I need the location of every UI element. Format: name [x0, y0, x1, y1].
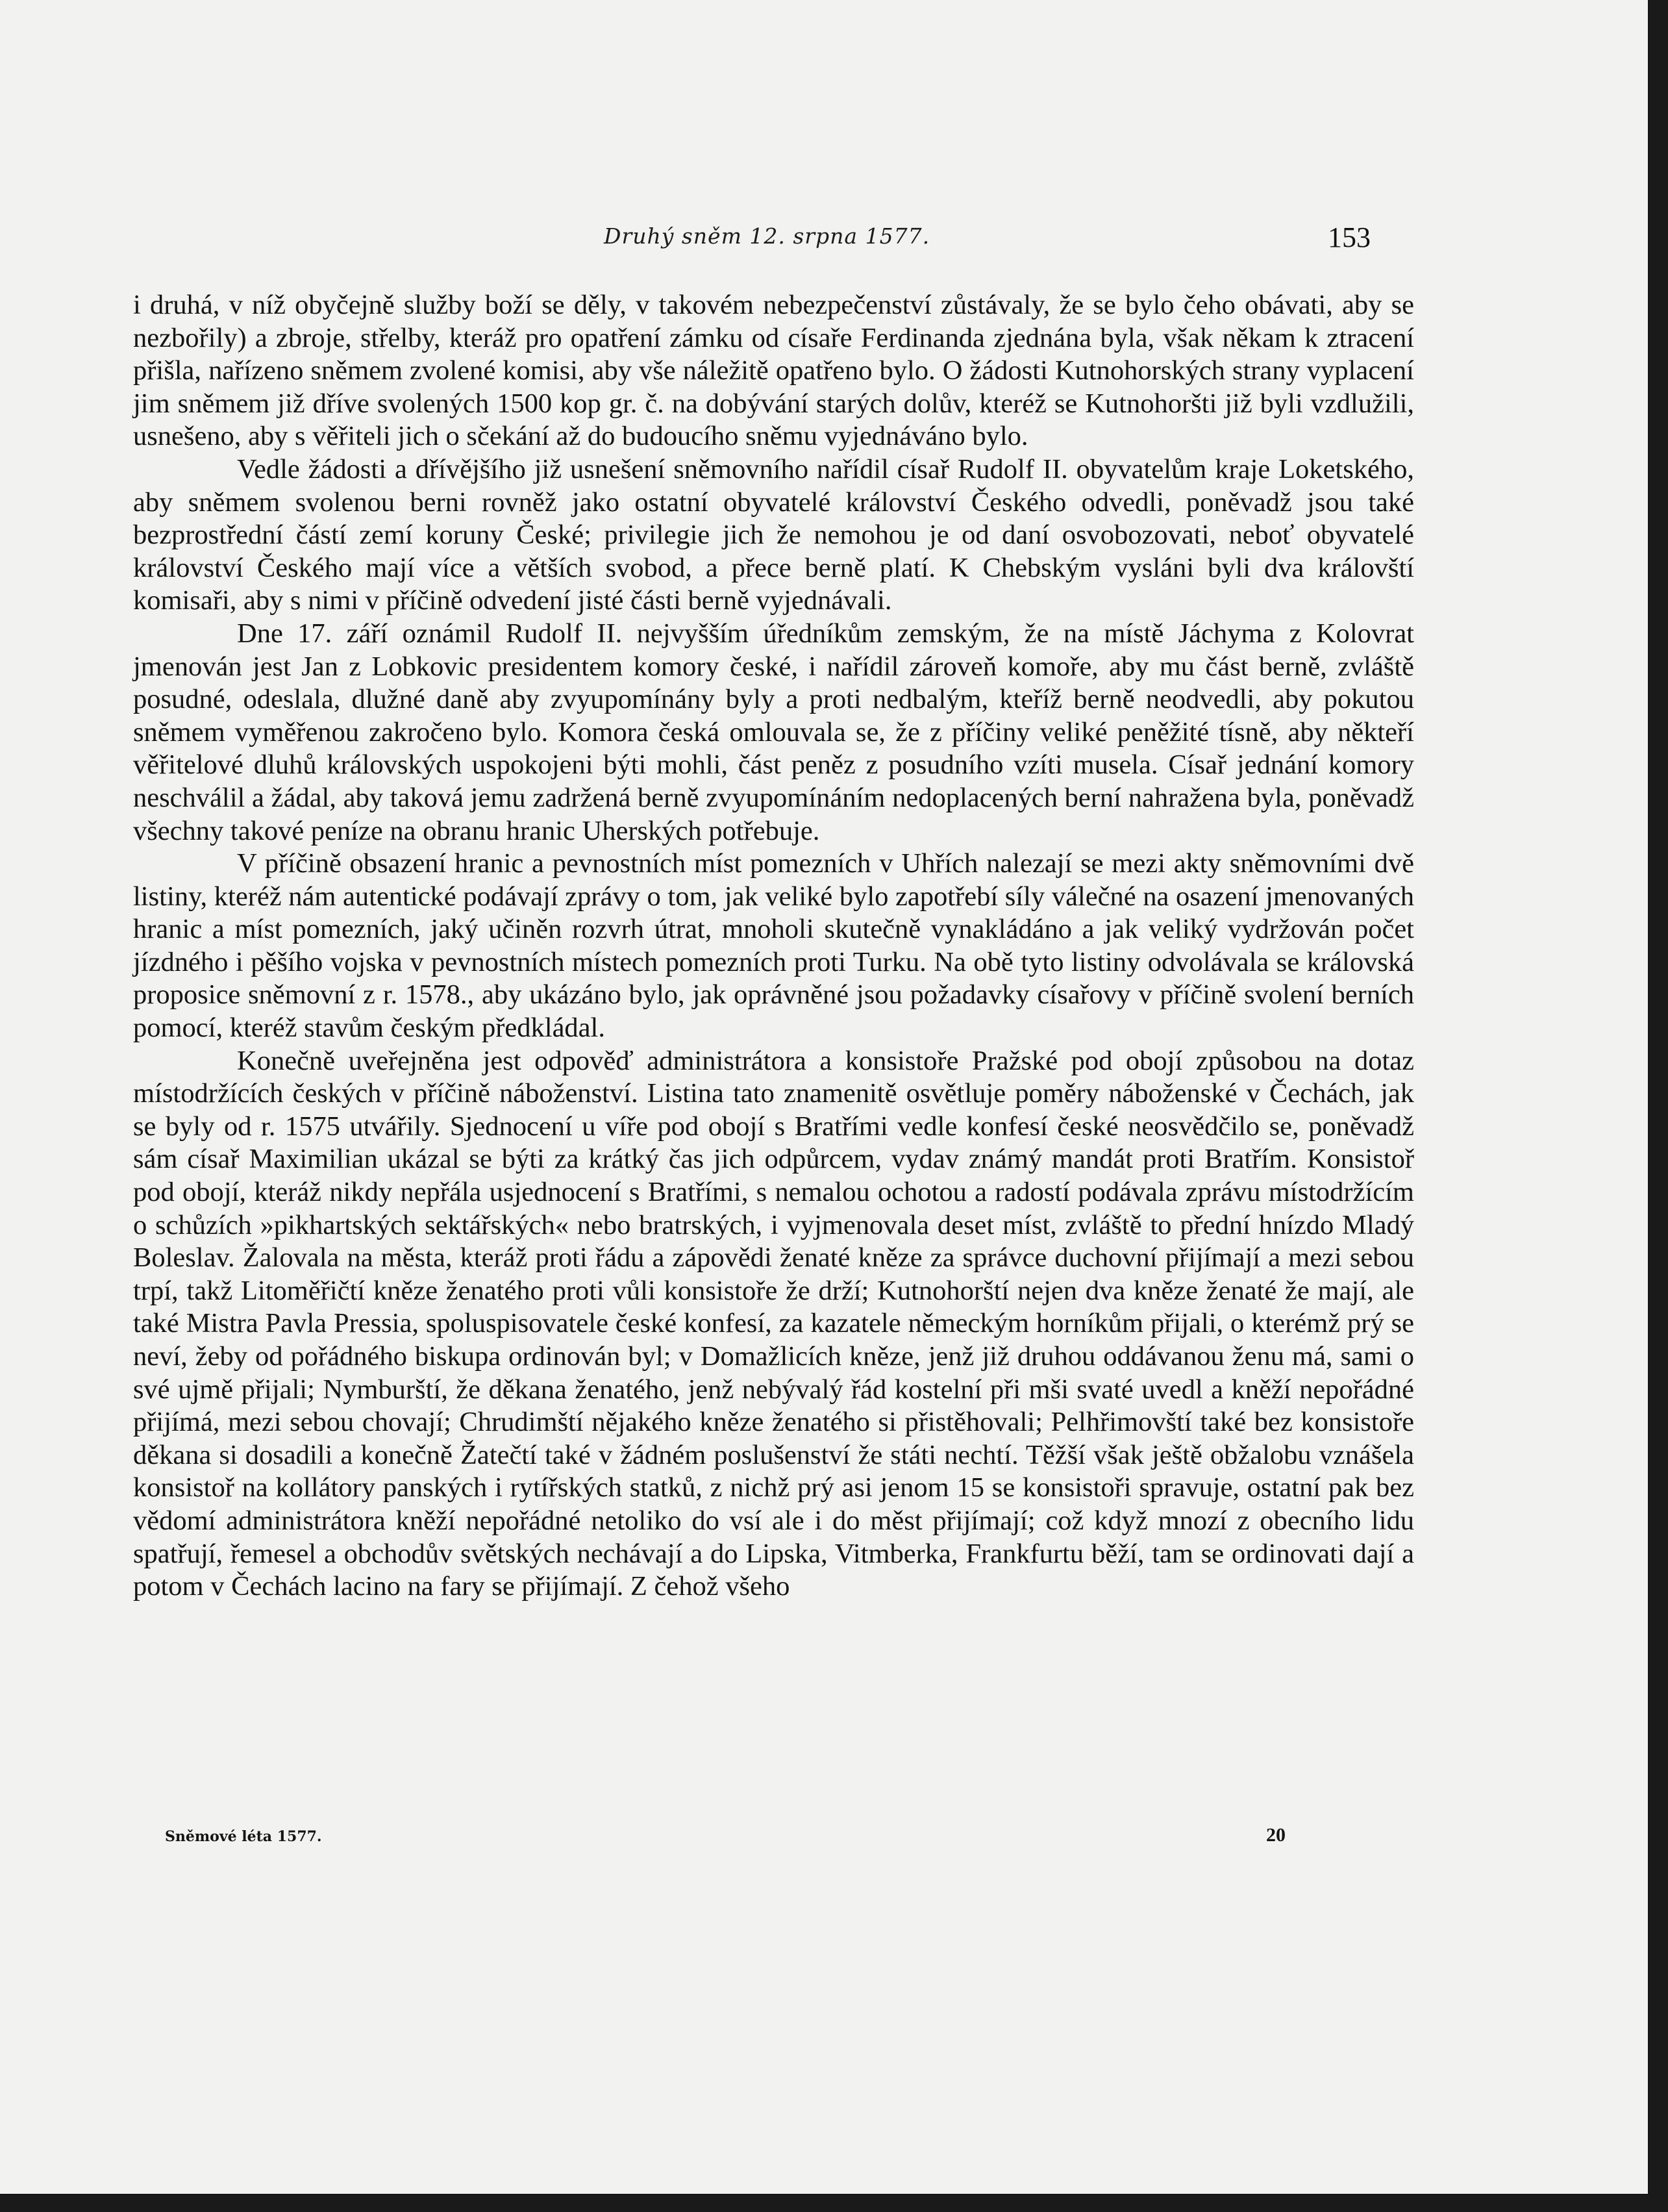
body-text: [133, 289, 1414, 1603]
signature-mark: Sněmové léta 1577.: [165, 1828, 322, 1845]
page-number: 153: [1328, 221, 1371, 253]
page-header: [0, 217, 1648, 256]
paragraph: Dne 17. září oznámil Rudolf II. nejvyšším úředníkům zemským, že na místě Jáchyma z Kolovrat jmenován jest Jan z Lobkovic presidentem komory české, i nařídil zároveň komoře, aby mu část berně, zvláště posudné, odeslala, dlužné daně aby zvyupomínány byly a proti nedbalým, kteříž berně neodvedli, aby pokutou sněmem vyměřenou zakročeno bylo. Komora česká omlouvala se, že z příčiny veliké peněžité tísně, aby někteří věřitelové dluhů královských uspokojeni býti mohli, část peněz z posudního vzíti musela. Císař jednání komory neschválil a žádal, aby taková jemu zadržená berně zvyupomínáním nedoplacených berní nahražena byla, poněvadž všechny takové peníze na obranu hranic Uherských potřebuje.: [133, 618, 1414, 846]
paragraph: V příčině obsazení hranic a pevnostních míst pomezních v Uhřích nalezají se mezi akty sněmovními dvě listiny, kteréž nám autentické podávají zprávy o tom, jak veliké bylo zapotřebí síly válečné na osazení jmenovaných hranic a míst pomezních, jaký učiněn rozvrh útrat, mnoholi skutečně vynakládáno a jak veliký vydržován počet jízdného i pěšího vojska v pevnostních místech pomezních proti Turku. Na obě tyto listiny odvolávala se královská proposice sněmovní z r. 1578., aby ukázáno bylo, jak oprávněné jsou požadavky císařovy v příčině svolení berních pomocí, kteréž stavům českým předkládal.: [133, 848, 1414, 1044]
sheet-number: 20: [1266, 1824, 1286, 1846]
paragraph: Vedle žádosti a dřívějšího již usnešení sněmovního nařídil císař Rudolf II. obyvatelům kraje Loketského, aby sněmem svolenou berni rovněž jako ostatní obyvatelé království Českého odvedli, poněvadž jsou také bezprostřední částí zemí koruny České; privilegie jich že nemohou je od daní osvobozovati, neboť obyvatelé království Českého mají více a větších svobod, a přece berně platí. K Chebským vysláni byli dva královští komisaři, aby s nimi v příčině odvedení jisté části berně vyjednávali.: [133, 453, 1414, 616]
running-head: Druhý sněm 12. srpna 1577.: [604, 223, 930, 249]
paragraph: i druhá, v níž obyčejně služby boží se děly, v takovém nebezpečenství zůstávaly, že se bylo čeho obávati, aby se nezbořily) a zbroje, střelby, kteráž pro opatření zámku od císaře Ferdinanda zjednána byla, však někam k ztracení přišla, nařízeno sněmem zvolené komisi, aby vše náležitě opatřeno bylo. O žádosti Kutnohorských strany vyplacení jim sněmem již dříve svolených 1500 kop gr. č. na dobývání starých dolův, kteréž se Kutnohoršti již byli vzdlužili, usnešeno, aby s věřiteli jich o sčekání až do budoucího sněmu vyjednáváno bylo.: [133, 290, 1414, 452]
paragraph: Konečně uveřejněna jest odpověď administrátora a konsistoře Pražské pod obojí způsobou na dotaz místodržících českých v příčině náboženství. Listina tato znamenitě osvětluje poměry náboženské v Čechách, jak se byly od r. 1575 utvářily. Sjednocení u víře pod obojí s Bratřími vedle konfesí české neosvědčilo se, poněvadž sám císař Maximilian ukázal se býti za krátký čas jich odpůrcem, vydav známý mandát proti Bratřím. Konsistoř pod obojí, kteráž nikdy nepřála usjednocení s Bratřími, s nemalou ochotou a radostí podávala zprávu místodržícím o schůzích »pikhartských sektářských« nebo bratrských, i vyjmenovala deset míst, zvláště to přední hnízdo Mladý Boleslav. Žalovala na města, kteráž proti řádu a zápovědi ženaté kněze za správce duchovní přijímají a mezi sebou trpí, takž Litoměřičtí kněze ženatého proti vůli konsistoře že drží; Kutnohorští nejen dva kněze ženaté že mají, ale také Mistra Pavla Pressia, spoluspisovatele české konfesí, za kazatele německým horníkům přijali, o kterémž prý se neví, žeby od pořádného biskupa ordinován byl; v Domažlicích kněze, jenž již druhou oddávanou ženu má, sami o své ujmě přijali; Nymburští, že děkana ženatého, jenž nebývalý řád kostelní při mši svaté uvedl a kněží nepořádné přijímá, mezi sebou chovají; Chrudimští nějakého kněze ženatého si přistěhovali; Pelhřimovští také bez konsistoře děkana si dosadili a konečně Žatečtí také v žádném poslušenství že státi nechtí. Těžší však ještě obžalobu vznášela konsistoř na kollátory panských i rytířských statků, z nichž prý asi jenom 15 se konsistoři spravuje, ostatní pak bez vědomí administrátora kněží nepořádné netoliko do vsí ale i do měst přijímají; což když mnozí z obecního lidu spatřují, řemesel a obchodův světských nechávají a do Lipska, Vitmberka, Frankfurtu běží, tam se ordinovati dají a potom v Čechách lacino na fary se přijímají. Z čehož všeho: [133, 1045, 1414, 1602]
page-footer: [0, 1824, 1648, 1861]
